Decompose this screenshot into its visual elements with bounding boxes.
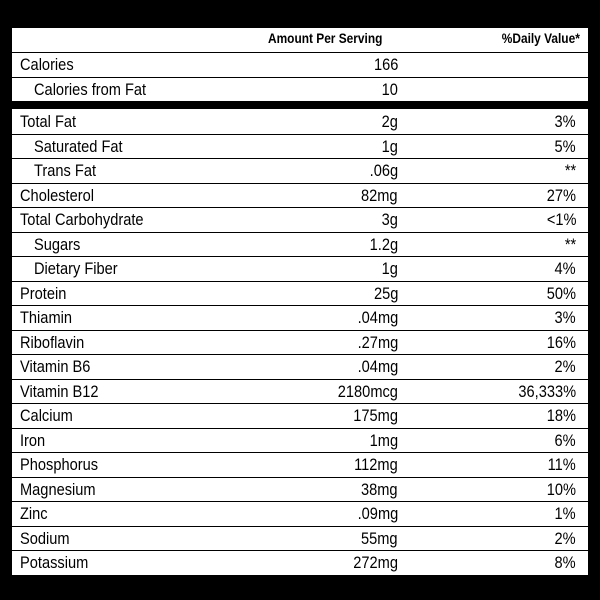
nutrient-amount: .06g [369, 161, 398, 180]
nutrient-row [12, 257, 588, 282]
nutrient-row [12, 502, 588, 527]
nutrient-row [12, 208, 588, 233]
nutrient-row [12, 453, 588, 478]
nutrient-row [12, 233, 588, 258]
nutrient-row [12, 551, 588, 576]
nutrient-amount: 166 [373, 55, 398, 74]
nutrient-daily-value: 2% [554, 528, 576, 548]
nutrient-row [12, 78, 588, 103]
nutrient-daily-value: 11% [547, 455, 576, 474]
nutrient-daily-value: 36,333% [518, 381, 576, 401]
nutrient-amount: 2180mcg [337, 381, 398, 401]
nutrient-amount: 1g [381, 259, 398, 278]
nutrient-name: Magnesium [20, 479, 96, 499]
nutrient-amount: 112mg [354, 455, 398, 474]
nutrient-row [12, 110, 588, 135]
nutrient-amount: 272mg [353, 553, 398, 572]
nutrient-row [12, 159, 588, 184]
nutrient-daily-value: 50% [546, 283, 576, 303]
nutrient-name: Saturated Fat [34, 136, 123, 156]
nutrient-name: Dietary Fiber [34, 259, 118, 278]
nutrient-row [12, 135, 588, 160]
nutrient-name: Vitamin B12 [20, 381, 99, 401]
nutrient-name: Total Fat [20, 112, 77, 131]
nutrient-name: Trans Fat [34, 161, 97, 180]
top-rule [12, 20, 588, 28]
nutrient-row [12, 282, 588, 307]
nutrient-amount: 1.2g [369, 234, 398, 254]
nutrient-daily-value: 3% [554, 112, 576, 131]
nutrient-daily-value: 27% [546, 185, 576, 205]
nutrient-name: Riboflavin [20, 332, 85, 352]
nutrient-daily-value: 10% [546, 479, 576, 499]
nutrient-daily-value: 1% [554, 504, 576, 523]
nutrient-daily-value: 18% [546, 406, 576, 425]
nutrient-row [12, 527, 588, 552]
nutrient-name: Phosphorus [20, 455, 99, 474]
nutrient-name: Calories from Fat [34, 79, 147, 99]
nutrient-amount: 175mg [353, 406, 398, 425]
bottom-rule [12, 575, 588, 580]
nutrient-amount: 10 [381, 79, 398, 99]
nutrient-amount: 38mg [361, 479, 398, 499]
nutrient-row [12, 184, 588, 209]
nutrient-name: Total Carbohydrate [20, 210, 144, 229]
nutrition-facts-panel [12, 20, 588, 580]
nutrient-daily-value: 8% [554, 553, 576, 572]
nutrient-row [12, 380, 588, 405]
nutrient-amount: .04mg [357, 308, 398, 327]
nutrient-daily-value: ** [564, 161, 576, 180]
nutrient-name: Protein [20, 283, 67, 303]
nutrient-amount: 25g [373, 283, 398, 303]
calories-thick-rule [12, 101, 588, 109]
nutrient-amount: .27mg [357, 332, 398, 352]
nutrient-row [12, 306, 588, 331]
nutrient-name: Potassium [20, 553, 89, 572]
nutrient-name: Calories [20, 55, 74, 74]
nutrient-name: Thiamin [20, 308, 73, 327]
nutrient-row [12, 331, 588, 356]
nutrient-amount: 82mg [361, 185, 398, 205]
nutrient-row [12, 478, 588, 503]
nutrient-name: Iron [20, 430, 46, 450]
nutrient-name: Zinc [20, 504, 48, 523]
nutrient-row [12, 355, 588, 380]
nutrient-daily-value: 5% [554, 136, 576, 156]
nutrient-name: Vitamin B6 [20, 357, 91, 376]
nutrient-name: Sugars [34, 234, 81, 254]
nutrient-name: Calcium [20, 406, 73, 425]
nutrient-daily-value: 2% [554, 357, 576, 376]
nutrient-amount: .04mg [357, 357, 398, 376]
nutrient-name: Sodium [20, 528, 70, 548]
nutrient-row [12, 53, 588, 78]
daily-value-header: %Daily Value* [501, 30, 580, 46]
nutrient-amount: 2g [381, 112, 398, 131]
nutrient-daily-value: 6% [554, 430, 576, 450]
nutrient-amount: 3g [381, 210, 398, 229]
nutrient-amount: .09mg [357, 504, 398, 523]
nutrient-amount: 1mg [369, 430, 398, 450]
nutrient-row [12, 429, 588, 454]
nutrient-daily-value: 16% [546, 332, 576, 352]
nutrient-row [12, 404, 588, 429]
amount-per-serving-header: Amount Per Serving [268, 30, 383, 46]
nutrient-daily-value: ** [564, 234, 576, 254]
nutrient-amount: 1g [381, 136, 398, 156]
nutrient-amount: 55mg [361, 528, 398, 548]
nutrient-daily-value: 4% [554, 259, 576, 278]
nutrient-daily-value: 3% [554, 308, 576, 327]
nutrient-daily-value: <1% [546, 210, 576, 229]
nutrient-name: Cholesterol [20, 185, 94, 205]
